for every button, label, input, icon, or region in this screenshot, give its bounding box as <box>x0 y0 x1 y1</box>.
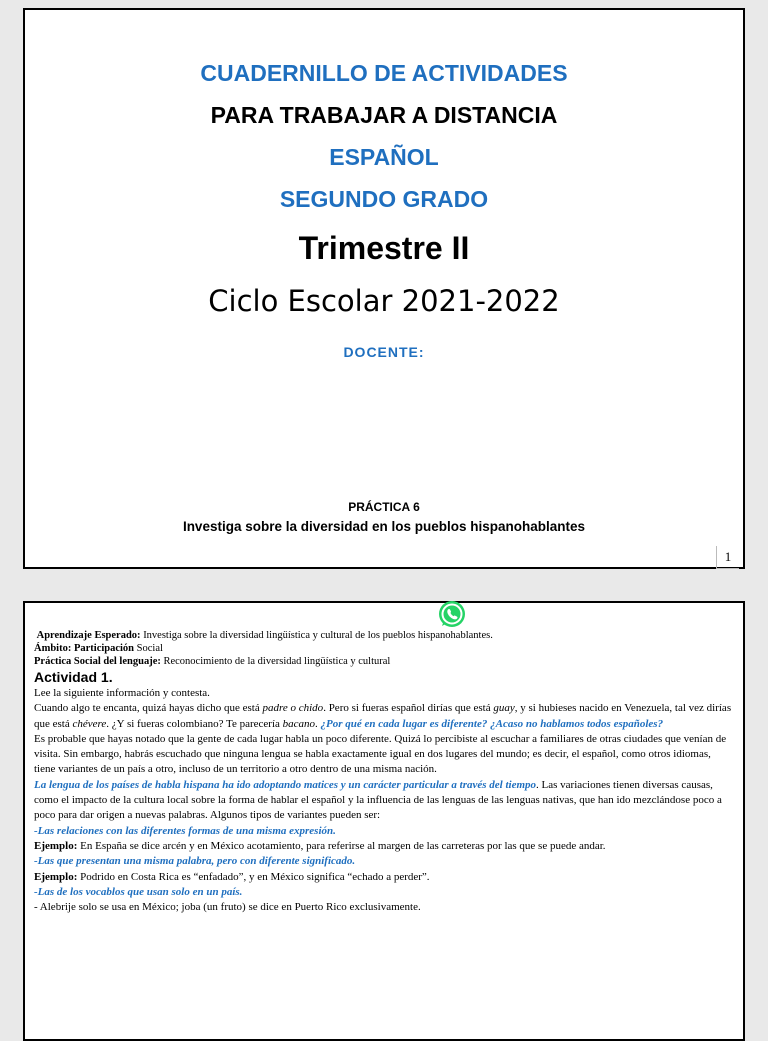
ambito-label: Ámbito: Participación <box>34 643 135 654</box>
activity-content <box>34 629 734 915</box>
instruction: Lee la siguiente información y contesta. <box>34 687 210 699</box>
activity-page <box>23 601 745 1041</box>
variant-3: -Las de los vocablos que usan solo en un país. <box>34 885 243 898</box>
practice-number: PRÁCTICA 6 <box>348 500 420 514</box>
cover-page <box>23 8 745 569</box>
practice-title: Investiga sobre la diversidad en los pueblos hispanohablantes <box>182 519 586 534</box>
teacher-label: DOCENTE: <box>343 344 425 360</box>
social-practice <box>34 655 734 668</box>
grade-title: SEGUNDO GRADO <box>279 186 489 212</box>
booklet-subtitle: PARA TRABAJAR A DISTANCIA <box>210 102 558 128</box>
highlight-sentence: La lengua de los países de habla hispana ha ido adoptando matices y un carácter particular a través del tiempo <box>34 778 537 791</box>
example-2: Ejemplo: Podrido en Costa Rica es “enfadado”, y en México significa “echado a perder”. <box>34 870 430 883</box>
trimester-title: Trimestre II <box>298 230 470 266</box>
page-number: 1 <box>716 546 739 569</box>
ambito <box>34 642 734 655</box>
intro-paragraph: Cuando algo te encanta, quizá hayas dicho que está padre o chido. Pero si fueras español dirías que está guay, y si hubieses nacido en Venezuela, tal vez dirías que está chévere. ¿Y si fueras colombiano? Te parecería bacano. ¿Por qué en cada lugar es diferente? ¿Acaso no hablamos todos españoles? <box>34 702 732 730</box>
example-3: - Alebrije solo se usa en México; joba (un fruto) se dice en Puerto Rico exclusivamente. <box>34 901 421 914</box>
variant-2: -Las que presentan una misma palabra, pero con diferente significado. <box>34 855 356 868</box>
expected-learning-label: Aprendizaje Esperado: <box>36 630 141 641</box>
activity-heading: Actividad 1. <box>34 669 113 685</box>
example-1: Ejemplo: En España se dice arcén y en México acotamiento, para referirse al margen de las carreteras por las que se puede andar. <box>34 839 606 852</box>
expected-learning-text: Investiga sobre la diversidad lingüística y cultural de los pueblos hispanohablantes. <box>143 630 493 641</box>
whatsapp-icon <box>437 599 467 629</box>
variant-1: -Las relaciones con las diferentes formas de una misma expresión. <box>34 824 336 837</box>
social-practice-label: Práctica Social del lenguaje: <box>34 656 161 667</box>
expected-learning <box>34 629 734 642</box>
paragraph-2: Es probable que hayas notado que la gente de cada lugar habla un poco diferente. Quizá lo percibiste al escuchar a familiares de otras ciudades que venían de visita. Sin embargo, habrás escuchado que ninguna lengua se habla exactamente igual en dos lugares del mundo; es decir, el español, como otros idiomas, tiene variantes de un país a otro, incluso de un territorio a otro dentro de una misma nación. <box>34 732 727 776</box>
social-practice-text: Reconocimiento de la diversidad lingüística y cultural <box>163 656 391 667</box>
ambito-text: Social <box>136 643 163 654</box>
intro-question: ¿Por qué en cada lugar es diferente? ¿Acaso no hablamos todos españoles? <box>320 717 664 730</box>
booklet-title: CUADERNILLO DE ACTIVIDADES <box>200 60 568 86</box>
school-cycle: Ciclo Escolar 2021-2022 <box>208 284 560 318</box>
subject-title: ESPAÑOL <box>329 144 439 170</box>
paragraph-3: La lengua de los países de habla hispana ha ido adoptando matices y un carácter particular a través del tiempo. Las variaciones tienen diversas causas, como el impacto de la cultura local sobre la forma de hablar el español y la influencia de las lenguas de las lenguas nativas, que han ido mezclándose poco a poco para dar origen a nuevas palabras. Algunos tipos de variantes pueden ser: <box>34 778 722 822</box>
